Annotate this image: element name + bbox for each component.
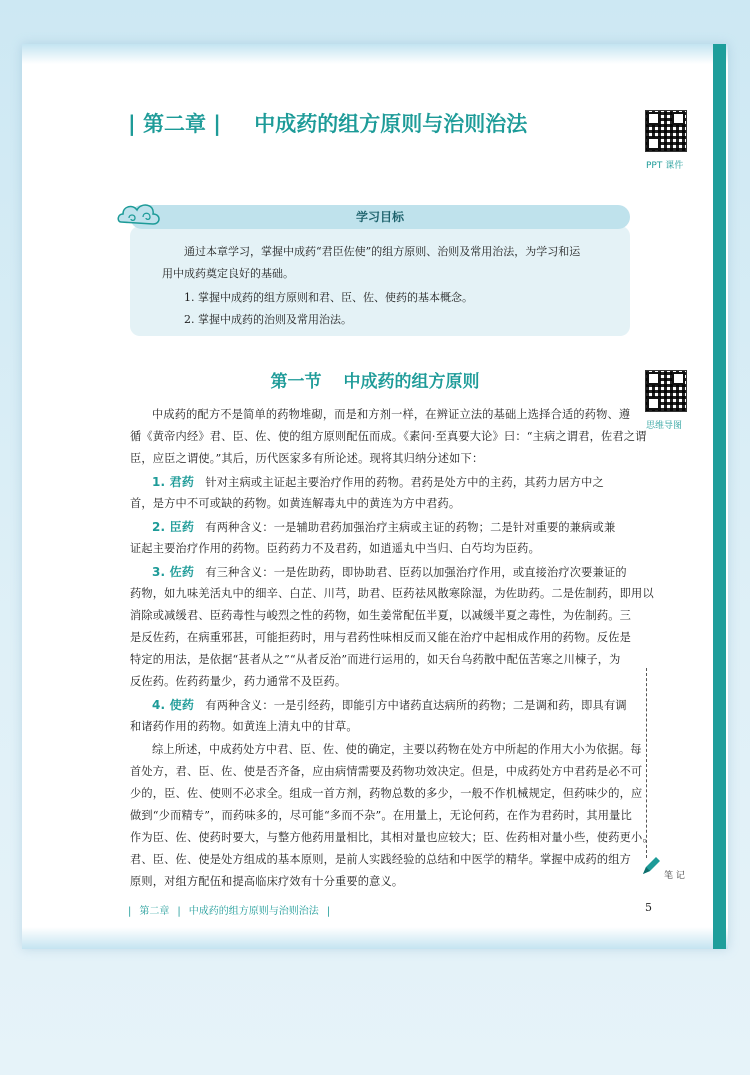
body-line: 首，是方中不可或缺的药物。如黄连解毒丸中的黄连为方中君药。	[130, 497, 461, 510]
page-number: 5	[645, 901, 652, 914]
body-line: 中成药的配方不是简单的药物堆砌，而是和方剂一样，在辨证立法的基础上选择合适的药物、遵	[152, 408, 631, 421]
notes-label: 笔 记	[664, 871, 685, 881]
chapter-title: 中成药的组方原则与治则治法	[254, 112, 528, 136]
bottom-band	[22, 927, 728, 949]
body-line: 臣，应臣之谓使。”其后，历代医家多有所论述。现将其归纳分述如下：	[130, 452, 484, 465]
paragraph-shiyao: 4. 使药 有两种含义：一是引经药，即能引方中诸药直达病所的药物；二是调和药，即具有调	[152, 698, 627, 712]
body-line: 作为臣、佐、使药时要大，与整方他药用量相比，其相对量也应较大；臣、佐药相对量小些，使药更小。	[130, 831, 654, 844]
objectives-heading: 学习目标	[130, 205, 630, 229]
chapter-heading: | 第二章 | 中成药的组方原则与治则治法	[128, 112, 528, 136]
body-line: 消除或减缓君、臣药毒性与峻烈之性的药物，如生姜常配伍半夏，以减缓半夏之毒性，为佐制药。三	[130, 609, 632, 622]
chapter-label: 第二章	[142, 112, 206, 136]
body-line: 首处方，君、臣、佐、使是否齐备，应由病情需要及药物功效决定。但是，中成药处方中君药是必不可	[130, 765, 643, 778]
body-line: 君、臣、佐、使是处方组成的基本原则，是前人实践经验的总结和中医学的精华。掌握中成药的组方	[130, 853, 632, 866]
page-footer: | 第二章 | 中成药的组方原则与治则治法 |	[128, 906, 331, 917]
section-heading	[0, 367, 750, 392]
body-line: 是反佐药，在病重邪甚，可能拒药时，用与君药性味相反而又能在治疗中起相成作用的药物。反佐是	[130, 631, 632, 644]
body-line: 特定的用法，是依据“甚者从之”“从者反治”而进行运用的，如天台乌药散中配伍苦寒之川楝子，为	[130, 653, 621, 666]
paragraph-chenyao: 2. 臣药 有两种含义：一是辅助君药加强治疗主病或主证的药物；二是针对重要的兼病或兼	[152, 520, 616, 534]
objectives-intro-line1: 通过本章学习，掌握中成药“君臣佐使”的组方原则、治则及常用治法，为学习和运	[184, 245, 581, 258]
section-number: 第一节	[270, 372, 322, 392]
body-line: 反佐药。佐药药量少，药力通常不及臣药。	[130, 675, 347, 688]
notes-margin-line	[646, 668, 647, 858]
objective-item-1: 1. 掌握中成药的组方原则和君、臣、佐、使药的基本概念。	[184, 291, 473, 304]
paragraph-zuoyao: 3. 佐药 有三种含义：一是佐助药，即协助君、臣药以加强治疗作用，或直接治疗次要兼证的	[152, 565, 627, 579]
body-line: 药物，如九味羌活丸中的细辛、白芷、川芎，助君、臣药祛风散寒除湿，为佐助药。二是佐制药，即用以	[130, 587, 654, 600]
body-line: 原则，对组方配伍和提高临床疗效有十分重要的意义。	[130, 875, 404, 888]
qr-code-ppt[interactable]	[645, 110, 687, 152]
pen-icon	[640, 855, 662, 877]
body-line: 综上所述，中成药处方中君、臣、佐、使的确定，主要以药物在处方中所起的作用大小为依据。每	[152, 743, 642, 756]
qr-label-mindmap: 思维导图	[646, 421, 683, 431]
body-line: 少的，臣、佐、使则不必求全。组成一首方剂，药物总数的多少，一般不作机械规定，但药味少的，应	[130, 787, 643, 800]
side-bar	[713, 44, 726, 949]
objectives-intro-line2: 用中成药奠定良好的基础。	[162, 267, 294, 280]
body-line: 循《黄帝内经》君、臣、佐、使的组方原则配伍而成。《素问·至真要大论》曰：“主病之谓君，佐君之谓	[130, 430, 647, 443]
paragraph-junyao: 1. 君药 针对主病或主证起主要治疗作用的药物。君药是处方中的主药，其药力居方中之	[152, 475, 604, 489]
section-title: 中成药的组方原则	[343, 372, 480, 392]
objective-item-2: 2. 掌握中成药的治则及常用治法。	[184, 313, 352, 326]
term-zuoyao: 3. 佐药	[152, 565, 195, 579]
term-shiyao: 4. 使药	[152, 698, 195, 712]
body-line: 做到“少而精专”，而药味多的，尽可能“多而不杂”。在用量上，无论何药，在作为君药时，其用量比	[130, 809, 632, 822]
body-line: 证起主要治疗作用的药物。臣药药力不及君药，如逍遥丸中当归、白芍均为臣药。	[130, 542, 540, 555]
footer-title: 中成药的组方原则与治则治法	[188, 906, 319, 917]
term-chenyao: 2. 臣药	[152, 520, 195, 534]
body-line: 和诸药作用的药物。如黄连上清丸中的甘草。	[130, 720, 358, 733]
footer-chapter: 第二章	[139, 906, 170, 917]
cloud-icon	[115, 198, 165, 232]
term-junyao: 1. 君药	[152, 475, 195, 489]
qr-label-ppt: PPT 课件	[646, 161, 684, 171]
top-band	[22, 44, 728, 64]
